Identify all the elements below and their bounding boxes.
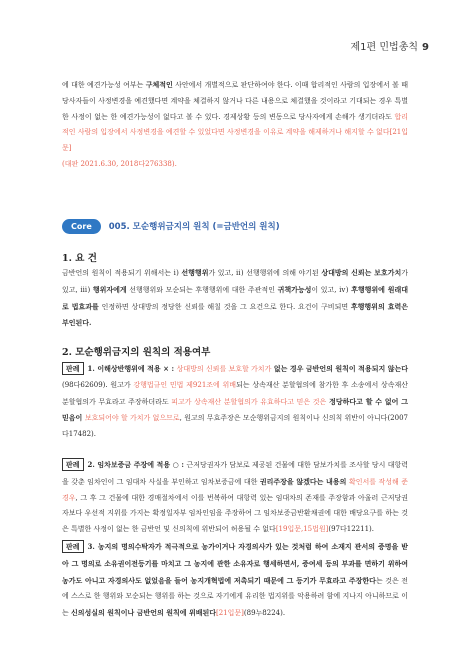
- highlight-text: 확인서를 작성해 준 경우: [62, 477, 408, 502]
- text: 농가도 아니고 자경의사도 없었음을 들어 농지개혁법에 저촉되기 때문에 그 등기가 무효라고 주장한다: [62, 575, 376, 585]
- section-title: 제1편 민법총칙: [350, 42, 419, 53]
- text: 없는 경우 금반언의 원칙이 적용되지 않는다: [271, 364, 408, 373]
- core-badge: Core: [62, 219, 101, 234]
- text: 가 있고, ⅲ): [62, 269, 408, 294]
- text: 근저당권자가 담보로 제공된 건물에 대한 담보가치를 조사할 당시 대항력을 갖춘 임차인이 그 임대차 사실을 부인하고 임차보증금에 대한: [62, 461, 408, 486]
- text: 행위자에게: [92, 284, 127, 294]
- text: 선행행위: [181, 268, 209, 277]
- page-header: [351, 38, 429, 53]
- highlight-text: 피고가 상속재산 분할협의가 유효하다고 믿은 것은: [171, 397, 327, 406]
- text: 사안에서 개별적으로 판단하여야 한다. 이때 합리적인 사람의 입장에서 볼 때 당사자들이 사정변경을 예견했다면 계약을 체결하지 않거나 다른 내용으로 체결했을 것이라고 기대되는 경우 특별한 사정이 없는 한 예견가능성이 없다고 볼 수 있다. 경제상황 등의 변동으로 당사자에게 손해가 생기더라도: [62, 81, 408, 121]
- text: , 그 후 그 건물에 대한 경매절차에서 이를 번복하여 대항력 있는 임대차의 존재를 주장함과 아울러 근저당권자보다 우선적 지위를 가지는 확정일자부 임차인임을 주장하여 그 임차보증금반환채권에 대한 배당요구를 하는 것은 특별한 사정이 없는 한 금반언 및 신의칙에 위반되어 허용될 수 없다: [62, 493, 408, 534]
- text: 가 있고, ⅱ) 선행행위에 의해 야기된: [208, 269, 322, 277]
- case-3: [62, 539, 408, 622]
- text: 선행행위와 모순되는 후행행위에 대한 주관적인: [126, 285, 278, 294]
- text: 후행행위에 원래대로 법효과를: [62, 284, 408, 311]
- text: 귀책가능성: [277, 284, 312, 294]
- case-label-badge: 판례: [62, 458, 84, 471]
- text: 이 있고, ⅳ): [311, 285, 352, 294]
- highlight-text: 강행법규인 민법 제921조에 위배: [133, 380, 237, 389]
- text: 권리주장을 않겠다는 내용의: [259, 476, 349, 486]
- text: 농지의 명의수탁자가 적극적으로 농가이거나 자경의사가 있는 것처럼 하여 소재지 관서의 증명을 받아 그 명의로 소유권이전등기를 마치고 그 농지에 관한 소유자로 행세하면서, 증여세 등의 부과를 면하기 위하여: [62, 542, 408, 568]
- exam-tag: [21입문]: [62, 128, 408, 153]
- text: 3.: [87, 542, 98, 551]
- text: 신의성실의 원칙이나 금반언의 원칙에 위배된다: [71, 608, 216, 618]
- core-heading: [62, 216, 280, 236]
- text: 금반언의 원칙이 적용되기 위해서는 ⅰ): [62, 269, 182, 277]
- text: 구체적인: [145, 80, 173, 89]
- text: 는 것은 전에 스스로 한 행위와 모순되는 행위를 하는 것으로 자기에게 유리한 법지위를 악용하려 함에 지나지 아니하므로 이는: [62, 576, 409, 618]
- case-citation: (97다12211).: [328, 525, 374, 534]
- exam-tag: [19입문,15법원]: [275, 525, 329, 534]
- case-citation: (2007다17482).: [62, 414, 408, 439]
- case-label-badge: 판례: [62, 540, 84, 553]
- core-title: 005. 모순행위금지의 원칙 (=금반언의 원칙): [108, 222, 280, 232]
- text: 후행행위의 효력은 부인된다.: [62, 301, 408, 328]
- highlight-text: 합리적인 사람의 입장에서 사정변경을 예견할 수 있었다면 사정변경을 이유로 계약을 해제하거나 해지할 수 없다: [62, 112, 408, 137]
- text: 정당하다고 할 수 없어 그 믿음이: [62, 396, 408, 423]
- text: 인정하면 상대방의 정당한 신뢰를 해칠 것을 그 요건으로 한다. 요건이 구비되면: [98, 302, 351, 311]
- case-citation: (98다62609).: [62, 380, 108, 389]
- text: 상대방의 신뢰는 보호가치: [321, 268, 402, 277]
- page-number: 9: [422, 42, 429, 53]
- highlight-text: 보호되어야 할 가치가 없으므로: [84, 414, 180, 423]
- case-citation: (89누8224).: [243, 609, 286, 618]
- section-heading-requirements: 1. 요 건: [62, 253, 97, 264]
- text: , 원고의 무효주장은 모순행위금지의 원칙이나 신의칙 위반이 아니다: [179, 414, 388, 423]
- exam-tag: [21입문]: [216, 609, 244, 618]
- case-label-badge: 판례: [62, 362, 84, 375]
- text: 원고가: [107, 380, 134, 389]
- text: 2. 임차보증금 주장에 적용 ○ :: [87, 460, 187, 469]
- text: 에 대한 예견가능성 여부는: [62, 81, 146, 89]
- text: 되는 상속재산 분할협의에 참가한 후 소송에서 상속재산 분할협의가 무효라고 주장하더라도: [62, 380, 408, 406]
- section-heading-application: 2. 모순행위금지의 원칙의 적용여부: [62, 347, 211, 358]
- text: 1. 이해상반행위에 적용 × :: [87, 364, 177, 373]
- requirements-paragraph: [62, 265, 408, 332]
- case-1: [62, 361, 408, 443]
- highlight-text: 상대방의 신뢰를 보호할 가치가: [176, 365, 272, 373]
- case-citation: (대판 2021.6.30, 2018다276338).: [62, 159, 177, 168]
- intro-paragraph: [62, 77, 408, 173]
- case-2: [62, 457, 408, 538]
